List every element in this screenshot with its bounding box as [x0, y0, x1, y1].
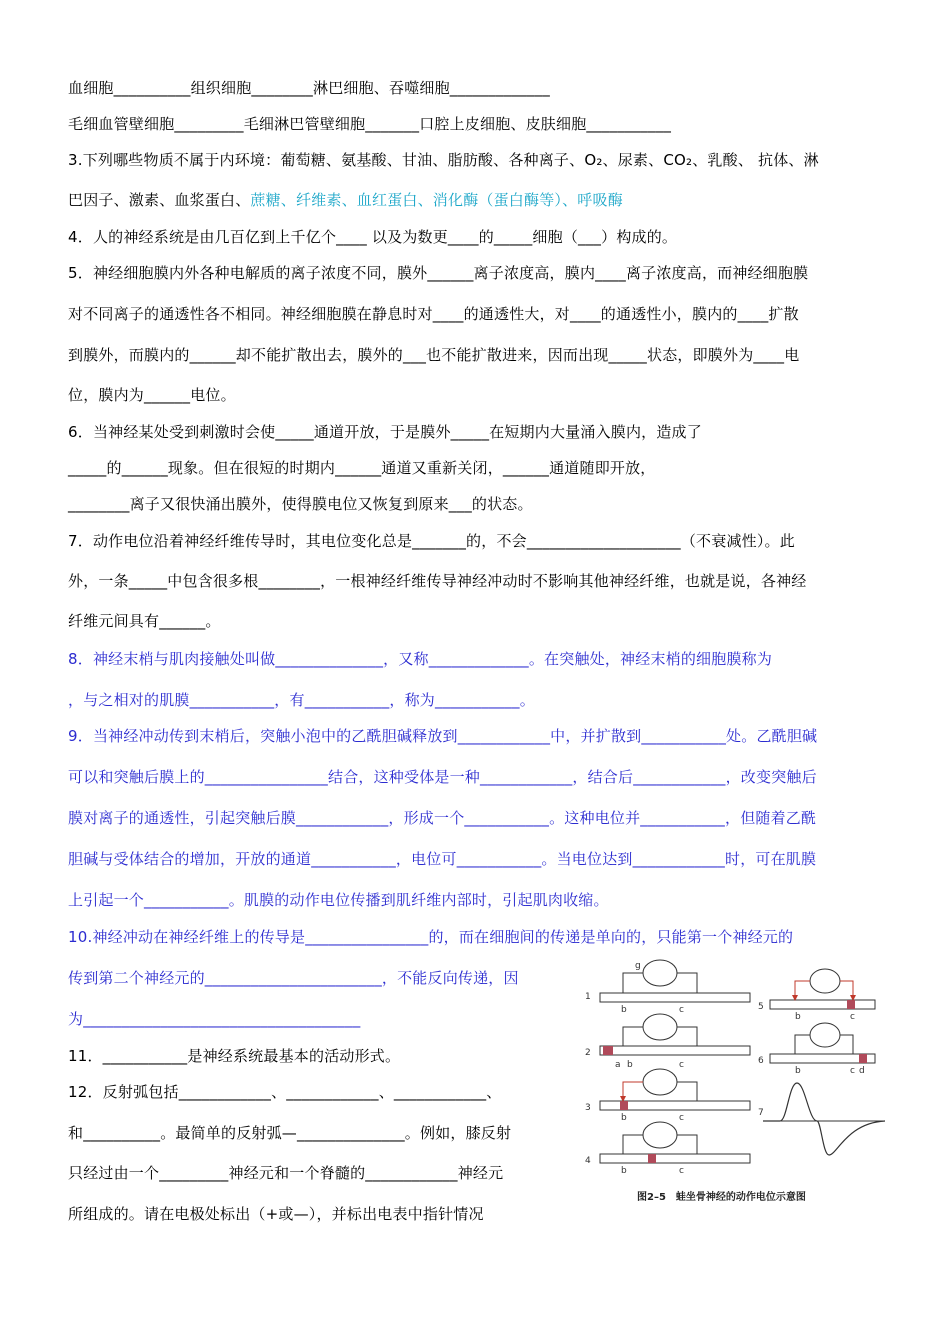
panel-5-number: 5: [758, 1002, 764, 1012]
panel-3-label-b: b: [621, 1113, 627, 1123]
question-8-line-1: 8．神经末梢与肌肉接触处叫做______________，又称_____________。在突触处，神经末梢的细胞膜称为: [68, 650, 773, 668]
panel-1-number: 1: [585, 992, 591, 1002]
question-5-line-4: 位，膜内为______电位。: [68, 386, 236, 404]
question-4: 4．人的神经系统是由几百亿到上千亿个____ 以及为数更____的_____细胞（___）构成的。: [68, 228, 678, 246]
panel-5: [758, 969, 875, 1022]
question-7-line-3: 纤维元间具有______。: [68, 612, 221, 630]
panel-4-label-b: b: [621, 1166, 627, 1176]
panel-4-number: 4: [585, 1156, 591, 1166]
question-11: 11．___________是神经系统最基本的活动形式。: [68, 1047, 401, 1065]
nerve-action-potential-figure: [575, 955, 895, 1205]
question-6-line-1: 6．当神经某处受到刺激时会使_____通道开放，于是膜外_____在短期内大量涌入膜内，造成了: [68, 423, 702, 441]
question-3-line-1: 3.下列哪些物质不属于内环境：葡萄糖、氨基酸、甘油、脂肪酸、各种离子、O₂、尿素、CO₂、乳酸、 抗体、淋: [68, 151, 819, 169]
question-3-line-2: [68, 190, 623, 210]
panel-1-label-c: c: [679, 1005, 684, 1015]
panel-7-number: 7: [758, 1108, 764, 1118]
question-9-line-2: 可以和突触后膜上的________________结合，这种受体是一种____________，结合后____________，改变突触后: [68, 768, 817, 786]
panel-1-label-g: g: [635, 961, 641, 971]
panel-6-label-d: d: [859, 1066, 865, 1076]
panel-1: [585, 960, 750, 1015]
question-10-line-3: 为____________________________________: [68, 1010, 361, 1028]
panel-2-label-b: b: [627, 1060, 633, 1070]
panel-2: [585, 1014, 750, 1070]
panel-3: [585, 1069, 750, 1123]
panel-6-label-b: b: [795, 1066, 801, 1076]
panel-7: [758, 1083, 885, 1155]
panel-5-label-c: c: [850, 1012, 855, 1022]
question-12-line-2: 和__________。最简单的反射弧—______________。例如，膝反射: [68, 1124, 512, 1142]
question-9-line-3: 膜对离子的通透性，引起突触后膜____________，形成一个___________。这种电位并___________，但随着乙酰: [68, 809, 817, 827]
question-5-line-3: 到膜外，而膜内的______却不能扩散出去，膜外的___也不能扩散进来，因而出现_____状态，即膜外为____电: [68, 346, 800, 364]
question-6-line-2: _____的______现象。但在很短的时期内______通道又重新关闭，______通道随即开放，: [68, 459, 656, 477]
panel-2-label-c: c: [679, 1060, 684, 1070]
question-6-line-3: ________离子又很快涌出膜外，使得膜电位又恢复到原来___的状态。: [68, 495, 533, 513]
question-10-line-1: 10.神经冲动在神经纤维上的传导是________________的，而在细胞间的传递是单向的，只能第一个神经元的: [68, 928, 794, 946]
question-9-line-5: 上引起一个___________。肌膜的动作电位传播到肌纤维内部时，引起肌肉收缩。: [68, 891, 609, 909]
action-potential-trace: [763, 1083, 885, 1155]
panel-4-label-c: c: [679, 1166, 684, 1176]
question-3-text: 巴因子、激素、血浆蛋白、: [68, 191, 251, 209]
question-12-line-3: 只经过由一个_________神经元和一个脊髓的____________神经元: [68, 1164, 504, 1182]
question-7-line-2: 外，一条_____中包含很多根________，一根神经纤维传导神经冲动时不影响其他神经纤维，也就是说，各神经: [68, 572, 807, 590]
panel-6-label-c: c: [850, 1066, 855, 1076]
question-8-line-2: ，与之相对的肌膜___________，有___________，称为___________。: [68, 691, 535, 709]
panel-3-number: 3: [585, 1103, 591, 1113]
question-7-line-1: 7．动作电位沿着神经纤维传导时，其电位变化总是_______的，不会____________________（不衰减性）。此: [68, 532, 795, 550]
figure-caption: 图2–5 蛙坐骨神经的动作电位示意图: [637, 1192, 806, 1203]
question-5-line-2: 对不同离子的通透性各不相同。神经细胞膜在静息时对____的通透性大，对____的通透性小，膜内的____扩散: [68, 305, 799, 323]
panel-6: [758, 1023, 875, 1076]
figure-diagram: [575, 955, 895, 1195]
text-line-1: 血细胞__________组织细胞________淋巴细胞、吞噬细胞_____________: [68, 79, 550, 97]
panel-2-label-a: a: [615, 1060, 621, 1070]
panel-3-label-c: c: [679, 1113, 684, 1123]
panel-4: [585, 1122, 750, 1176]
question-12-line-4: 所组成的。请在电极处标出（+或—），并标出电表中指针情况: [68, 1205, 484, 1223]
question-5-line-1: 5．神经细胞膜内外各种电解质的离子浓度不同，膜外______离子浓度高，膜内____离子浓度高，而神经细胞膜: [68, 264, 809, 282]
text-line-2: 毛细血管壁细胞_________毛细淋巴管壁细胞_______口腔上皮细胞、皮肤细胞___________: [68, 115, 672, 133]
question-12-line-1: 12．反射弧包括____________、____________、____________、: [68, 1083, 502, 1101]
question-3-answer: 蔗糖、纤维素、血红蛋白、消化酶（蛋白酶等）、呼吸酶: [250, 191, 623, 209]
panel-5-label-b: b: [795, 1012, 801, 1022]
question-9-line-4: 胆碱与受体结合的增加，开放的通道___________，电位可___________。当电位达到____________时，可在肌膜: [68, 850, 817, 868]
question-9-line-1: 9．当神经冲动传到末梢后，突触小泡中的乙酰胆碱释放到____________中，并扩散到___________处。乙酰胆碱: [68, 727, 818, 745]
panel-1-label-b: b: [621, 1005, 627, 1015]
panel-6-number: 6: [758, 1056, 764, 1066]
panel-2-number: 2: [585, 1048, 591, 1058]
question-10-line-2: 传到第二个神经元的_______________________，不能反向传递，因: [68, 969, 519, 987]
